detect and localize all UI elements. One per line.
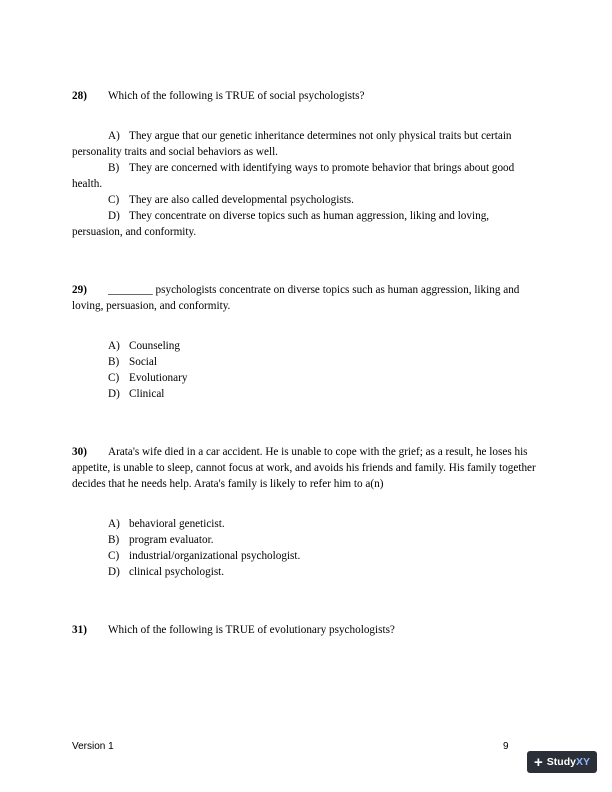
question-number: 29): [72, 284, 87, 296]
answer-option: [72, 338, 542, 354]
question-stem: [72, 622, 542, 638]
answer-option: [72, 128, 542, 160]
option-text: Clinical: [129, 388, 165, 400]
answer-option: [72, 516, 542, 532]
answer-options: [72, 338, 542, 402]
plus-icon: +: [534, 753, 543, 771]
footer-version: Version 1: [72, 741, 114, 752]
option-text: Social: [129, 356, 157, 368]
footer-page-number: 9: [503, 741, 509, 752]
answer-option: [72, 548, 542, 564]
question-text: ________ psychologists concentrate on diverse topics such as human aggression, liking and loving, persuasion, and conformity.: [72, 284, 520, 312]
option-letter: D): [108, 566, 120, 578]
option-letter: A): [108, 518, 120, 530]
option-text: industrial/organizational psychologist.: [129, 550, 301, 562]
answer-options: [72, 128, 542, 240]
option-letter: B): [108, 534, 120, 546]
option-text: They are concerned with identifying ways to promote behavior that brings about good health.: [72, 162, 515, 190]
question-29: [72, 282, 542, 402]
question-stem: [72, 282, 542, 314]
answer-option: [72, 354, 542, 370]
badge-brand: [547, 756, 590, 768]
option-text: They concentrate on diverse topics such as human aggression, liking and loving, persuasion, and conformity.: [72, 210, 490, 238]
option-letter: A): [108, 340, 120, 352]
question-text: Which of the following is TRUE of evolutionary psychologists?: [108, 624, 395, 636]
option-letter: D): [108, 210, 120, 222]
question-text: Arata's wife died in a car accident. He is unable to cope with the grief; as a result, he loses his appetite, is unable to sleep, cannot focus at work, and avoids his friends and family. His family together decides that he needs help. Arata's family is likely to refer him to a(n): [72, 446, 536, 490]
option-letter: B): [108, 356, 120, 368]
answer-option: [72, 564, 542, 580]
option-letter: B): [108, 162, 120, 174]
question-number: 30): [72, 446, 87, 458]
option-letter: C): [108, 194, 120, 206]
answer-option: [72, 192, 542, 208]
option-text: program evaluator.: [129, 534, 214, 546]
answer-options: [72, 516, 542, 580]
studyxy-badge[interactable]: [527, 751, 597, 773]
option-text: clinical psychologist.: [129, 566, 225, 578]
badge-brand-xy: XY: [575, 756, 590, 768]
answer-option: [72, 386, 542, 402]
option-letter: C): [108, 372, 120, 384]
question-28: [72, 88, 542, 240]
question-text: Which of the following is TRUE of social psychologists?: [108, 90, 365, 102]
option-letter: A): [108, 130, 120, 142]
badge-brand-study: Study: [546, 756, 576, 768]
answer-option: [72, 208, 542, 240]
option-text: They argue that our genetic inheritance determines not only physical traits but certain personality traits and social behaviors as well.: [72, 130, 512, 158]
question-stem: [72, 88, 542, 104]
option-text: Evolutionary: [129, 372, 188, 384]
question-30: [72, 444, 542, 580]
option-letter: C): [108, 550, 120, 562]
question-31: [72, 622, 542, 638]
option-text: They are also called developmental psychologists.: [129, 194, 354, 206]
option-text: behavioral geneticist.: [129, 518, 225, 530]
question-number: 31): [72, 624, 87, 636]
answer-option: [72, 532, 542, 548]
answer-option: [72, 160, 542, 192]
question-stem: [72, 444, 542, 492]
answer-option: [72, 370, 542, 386]
option-text: Counseling: [129, 340, 180, 352]
question-number: 28): [72, 90, 87, 102]
option-letter: D): [108, 388, 120, 400]
